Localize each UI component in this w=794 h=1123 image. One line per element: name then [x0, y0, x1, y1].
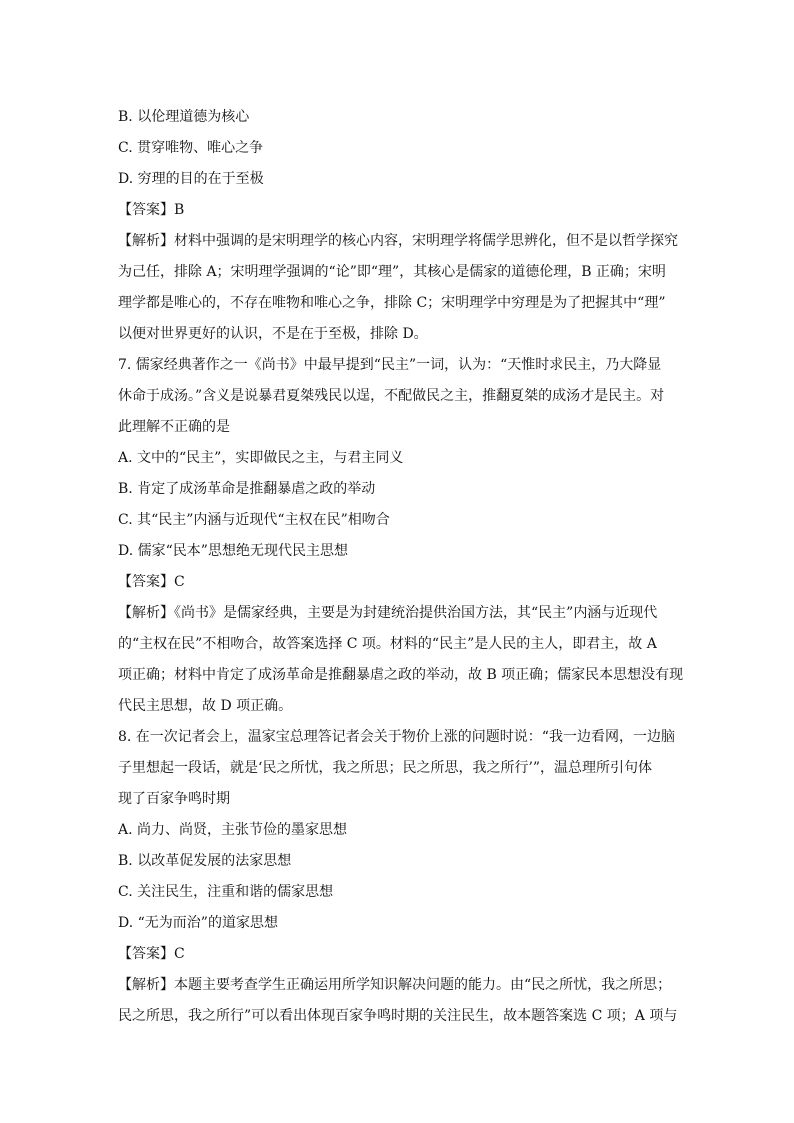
q8-analysis-line: 【解析】本题主要考查学生正确运用所学知识解决问题的能力。由“民之所忧，我之所思；	[118, 977, 672, 993]
q8-option-c: C. 关注民生，注重和谐的儒家思想	[118, 884, 334, 900]
q7-option-c: C. 其“民主”内涵与近现代“主权在民”相吻合	[118, 512, 390, 528]
q8-analysis-line: 民之所思，我之所行”可以看出体现百家争鸣时期的关注民生，故本题答案选 C 项；A 项与	[118, 1008, 678, 1024]
q6-answer: 【答案】B	[118, 202, 185, 218]
q8-option-b: B. 以改革促发展的法家思想	[118, 853, 292, 869]
q6-analysis	[118, 226, 684, 350]
q8-stem-line: 8. 在一次记者会上，温家宝总理答记者会关于物价上涨的问题时说：“我一边看网，一边脑	[118, 729, 675, 745]
q8-stem-line: 现了百家争鸣时期	[118, 791, 230, 807]
q7-stem-line: 休命于成汤。”含义是说暴君夏桀残民以逞，不配做民之主，推翻夏桀的成汤才是民主。对	[118, 388, 665, 404]
q7-stem-line: 此理解不正确的是	[118, 419, 230, 435]
q8-stem	[118, 722, 684, 815]
q6-option-d: D. 穷理的目的在于至极	[118, 171, 264, 187]
q8-analysis	[118, 970, 684, 1032]
q7-analysis-line: 的“主权在民”不相吻合，故答案选择 C 项。材料的“民主”是人民的主人，即君主，故 A	[118, 636, 657, 652]
q7-analysis-line: 项正确；材料中肯定了成汤革命是推翻暴虐之政的举动，故 B 项正确；儒家民本思想没有现	[118, 667, 684, 683]
q7-analysis	[118, 598, 684, 722]
q6-option-b: B. 以伦理道德为核心	[118, 109, 250, 125]
q7-analysis-line: 代民主思想，故 D 项正确。	[118, 698, 293, 714]
q6-analysis-line: 以便对世界更好的认识，不是在于至极，排除 D。	[118, 326, 428, 342]
q7-answer: 【答案】C	[118, 574, 185, 590]
q7-analysis-line: 【解析】《尚书》是儒家经典，主要是为封建统治提供治国方法，其“民主”内涵与近现代	[118, 605, 658, 621]
document-page	[118, 102, 684, 1032]
q7-stem-line: 7. 儒家经典著作之一《尚书》中最早提到“民主”一词，认为：“天惟时求民主，乃大降显	[118, 357, 662, 373]
q6-option-c: C. 贯穿唯物、唯心之争	[118, 140, 264, 156]
q7-stem	[118, 350, 684, 443]
q6-analysis-line: 【解析】材料中强调的是宋明理学的核心内容，宋明理学将儒学思辨化，但不是以哲学探究	[118, 233, 678, 249]
q7-option-b: B. 肯定了成汤革命是推翻暴虐之政的举动	[118, 481, 376, 497]
q8-answer: 【答案】C	[118, 946, 185, 962]
q8-option-d: D. “无为而治”的道家思想	[118, 915, 278, 931]
q7-option-a: A. 文中的“民主”，实即做民之主，与君主同义	[118, 450, 404, 466]
q8-option-a: A. 尚力、尚贤，主张节俭的墨家思想	[118, 822, 348, 838]
q7-option-d: D. 儒家“民本”思想绝无现代民主思想	[118, 543, 348, 559]
q6-analysis-line: 理学都是唯心的，不存在唯物和唯心之争，排除 C；宋明理学中穷理是为了把握其中“理”	[118, 295, 666, 311]
q8-stem-line: 子里想起一段话，就是‘民之所忧，我之所思；民之所思，我之所行’”，温总理所引句体	[118, 760, 653, 776]
q6-analysis-line: 为己任，排除 A；宋明理学强调的“论”即“理”，其核心是儒家的道德伦理，B 正确；宋明	[118, 264, 666, 280]
